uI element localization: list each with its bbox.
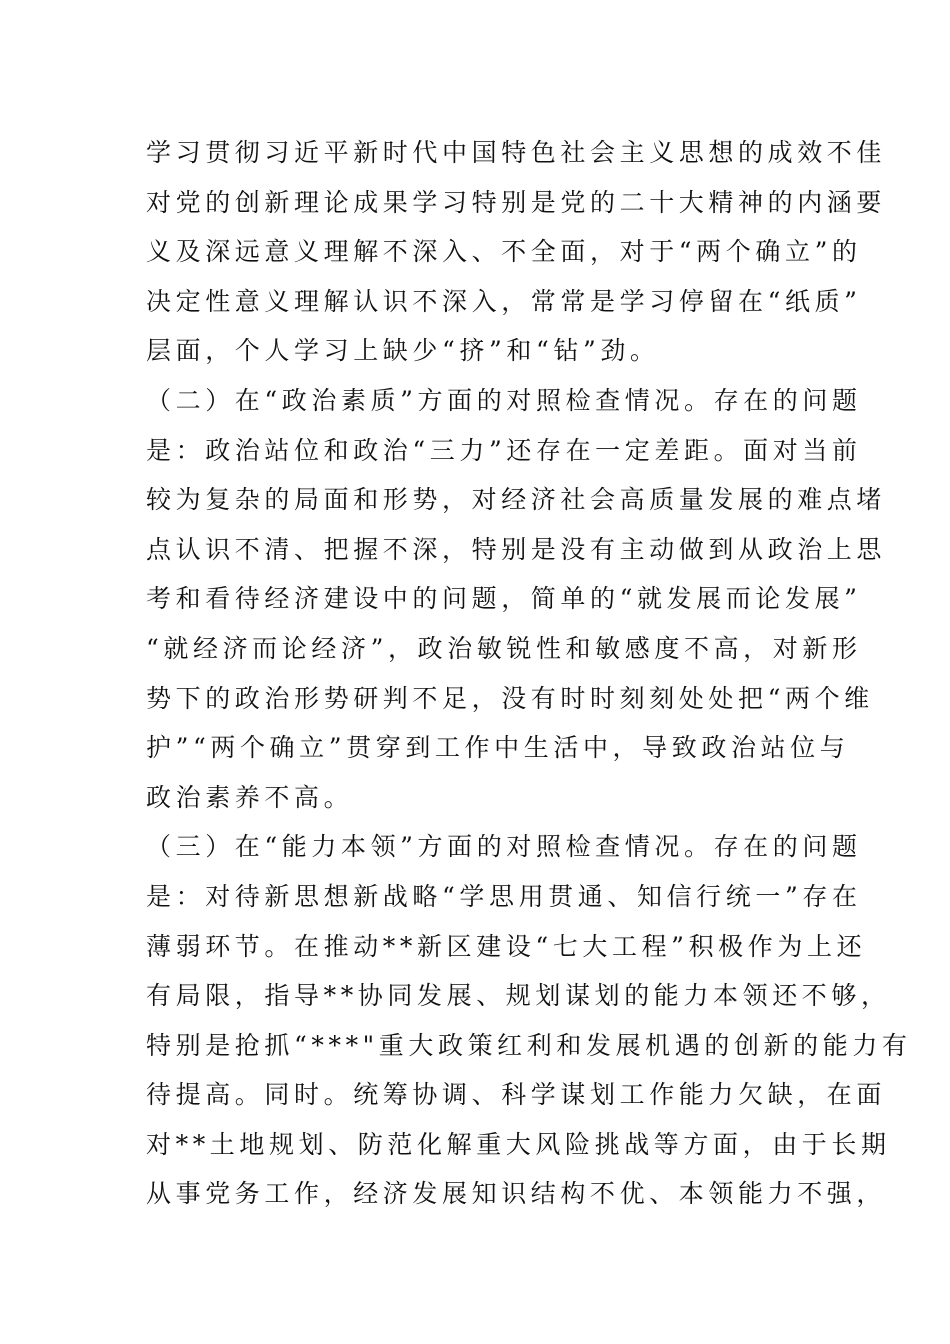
document-body bbox=[146, 128, 912, 1219]
text-line: 义及深远意义理解不深入、不全面，对于“两个确立”的 bbox=[146, 237, 862, 267]
text-line: 层面，个人学习上缺少“挤”和“钻”劲。 bbox=[146, 336, 660, 366]
text-line: 政治素养不高。 bbox=[146, 782, 354, 812]
text-line: 决定性意义理解认识不深入，常常是学习停留在“纸质” bbox=[146, 286, 862, 316]
text-line: 对**土地规划、防范化解重大风险挑战等方面，由于长期 bbox=[146, 1129, 891, 1159]
section-heading-line: （三）在“能力本领”方面的对照检查情况。存在的问题 bbox=[146, 832, 862, 862]
text-line: 护”“两个确立”贯穿到工作中生活中，导致政治站位与 bbox=[146, 733, 850, 763]
text-line: 有局限，指导**协同发展、规划谋划的能力本领还不够， bbox=[146, 981, 891, 1011]
text-line: 特别是抢抓“***"重大政策红利和发展机遇的创新的能力有 bbox=[146, 1030, 912, 1060]
text-line: 待提高。同时。统筹协调、科学谋划工作能力欠缺，在面 bbox=[146, 1080, 887, 1110]
section-heading-line: （二）在“政治素质”方面的对照检查情况。存在的问题 bbox=[146, 385, 862, 415]
text-line: 较为复杂的局面和形势，对经济社会高质量发展的难点堵 bbox=[146, 485, 887, 515]
text-line: 点认识不清、把握不深，特别是没有主动做到从政治上思 bbox=[146, 534, 887, 564]
text-line: “就经济而论经济”，政治敏锐性和敏感度不高，对新形 bbox=[146, 633, 862, 663]
text-line: 学习贯彻习近平新时代中国特色社会主义思想的成效不佳 bbox=[146, 138, 887, 167]
text-line: 对党的创新理论成果学习特别是党的二十大精神的内涵要 bbox=[146, 187, 887, 217]
text-line: 从事党务工作，经济发展知识结构不优、本领能力不强， bbox=[146, 1179, 887, 1209]
text-line: 薄弱环节。在推动**新区建设“七大工程”积极作为上还 bbox=[146, 931, 867, 961]
text-line: 是：对待新思想新战略“学思用贯通、知信行统一”存在 bbox=[146, 881, 862, 911]
text-line: 势下的政治形势研判不足，没有时时刻刻处处把“两个维 bbox=[146, 683, 874, 713]
text-line: 是：政治站位和政治“三力”还存在一定差距。面对当前 bbox=[146, 435, 862, 465]
text-line: 考和看待经济建设中的问题，简单的“就发展而论发展” bbox=[146, 584, 862, 614]
